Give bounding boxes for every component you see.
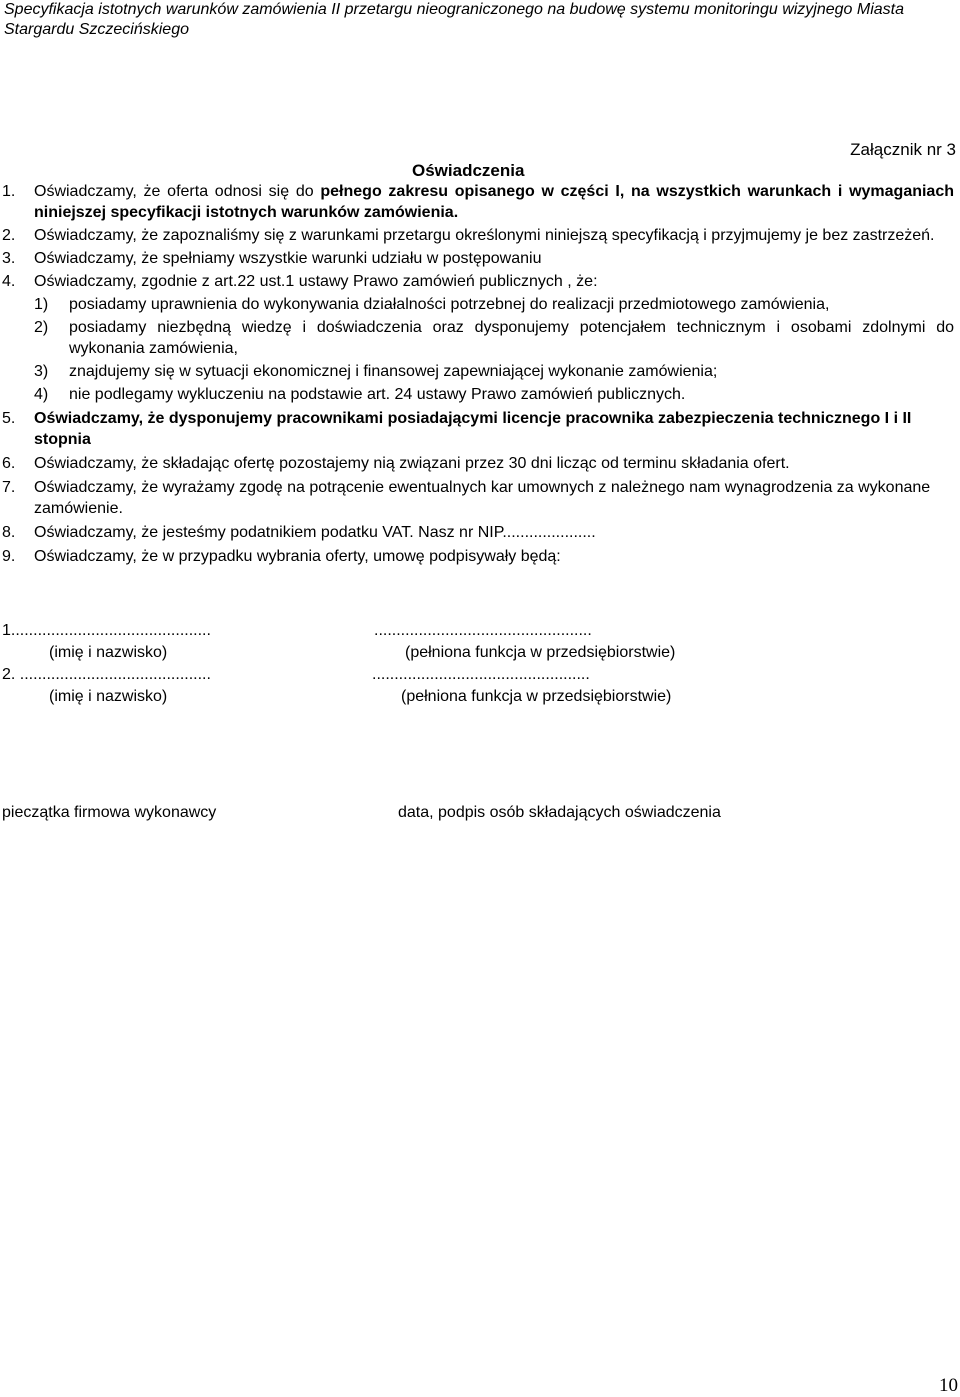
signature-label-2-name: (imię i nazwisko) [49, 688, 168, 705]
document-header: Specyfikacja istotnych warunków zamówienia II przetargu nieograniczonego na budowę systemu monitoringu wizyjnego Miasta Stargardu Szczecińskiego [4, 1, 905, 38]
item-text: Oświadczamy, że wyrażamy zgodę na potrącenie ewentualnych kar umownych z należnego nam wynagrodzenia za wykonane zamówienie. [34, 479, 931, 517]
declaration-item-2 [0, 225, 960, 246]
subitem-text: znajdujemy się w sytuacji ekonomicznej i finansowej zapewniającej wykonanie zamówienia; [69, 363, 718, 380]
declaration-subitem-2 [0, 317, 960, 359]
date-signature-label: data, podpis osób składających oświadczenia [398, 804, 721, 821]
subitem-text: posiadamy niezbędną wiedzę i doświadczenia oraz dysponujemy potencjałem technicznym i osobami zdolnymi do wykonania zamówienia, [69, 319, 954, 357]
subitem-number: 2) [34, 319, 49, 336]
item-text-bold: Oświadczamy, że dysponujemy pracownikami posiadającymi licencje pracownika zabezpieczenia technicznego I i II stopnia [34, 410, 912, 448]
signature-line-1-function: ................................................. [374, 622, 592, 639]
signature-label-1-function: (pełniona funkcja w przedsiębiorstwie) [405, 644, 676, 661]
declaration-item-6 [0, 453, 960, 474]
declaration-subitem-1 [0, 294, 960, 315]
document-title: Oświadczenia [412, 161, 525, 180]
item-number: 5. [2, 410, 16, 427]
item-text: Oświadczamy, że w przypadku wybrania oferty, umowę podpisywały będą: [34, 548, 561, 565]
subitem-text: nie podlegamy wykluczeniu na podstawie art. 24 ustawy Prawo zamówień publicznych. [69, 386, 686, 403]
item-text: Oświadczamy, że jesteśmy podatnikiem podatku VAT. Nasz nr NIP..................... [34, 524, 596, 541]
signature-line-2-function: ................................................. [372, 666, 590, 683]
declaration-item-1 [0, 181, 960, 223]
item-number: 1. [2, 183, 16, 200]
declaration-subitem-3 [0, 361, 960, 382]
item-number: 9. [2, 548, 16, 565]
item-number: 7. [2, 479, 16, 496]
item-text: Oświadczamy, że oferta odnosi się do [34, 183, 321, 200]
item-number: 3. [2, 250, 16, 267]
annex-label: Załącznik nr 3 [850, 140, 956, 159]
item-text: Oświadczamy, że składając ofertę pozostajemy nią związani przez 30 dni licząc od terminu składania ofert. [34, 455, 790, 472]
signature-line-1-name: 1............................................. [2, 622, 211, 639]
signature-line-2-name: 2. ........................................... [2, 666, 211, 683]
declaration-item-3 [0, 248, 960, 269]
item-number: 4. [2, 273, 16, 290]
item-text-bold: pełnego zakresu opisanego w części I, na wszystkich warunkach i wymaganiach niniejszej specyfikacji istotnych warunków zamówienia. [34, 183, 955, 221]
declaration-subitem-4 [0, 384, 960, 405]
company-stamp-label: pieczątka firmowa wykonawcy [2, 804, 217, 821]
declaration-item-9 [0, 546, 960, 567]
subitem-number: 4) [34, 386, 49, 403]
declaration-item-8 [0, 522, 960, 543]
page-number: 10 [939, 1375, 958, 1396]
item-text: Oświadczamy, zgodnie z art.22 ust.1 ustawy Prawo zamówień publicznych , że: [34, 273, 598, 290]
item-text: Oświadczamy, że spełniamy wszystkie warunki udziału w postępowaniu [34, 250, 542, 267]
item-text: Oświadczamy, że zapoznaliśmy się z warunkami przetargu określonymi niniejszą specyfikacją i przyjmujemy je bez zastrzeżeń. [34, 227, 935, 244]
subitem-number: 1) [34, 296, 49, 313]
signature-label-1-name: (imię i nazwisko) [49, 644, 168, 661]
item-number: 8. [2, 524, 16, 541]
declaration-item-7 [0, 477, 960, 519]
declarations-list [0, 181, 960, 567]
item-number: 2. [2, 227, 16, 244]
signature-label-2-function: (pełniona funkcja w przedsiębiorstwie) [401, 688, 672, 705]
declaration-item-4 [0, 271, 960, 292]
subitem-text: posiadamy uprawnienia do wykonywania działalności potrzebnej do realizacji przedmiotowego zamówienia, [69, 296, 830, 313]
declaration-item-5 [0, 408, 960, 450]
item-number: 6. [2, 455, 16, 472]
subitem-number: 3) [34, 363, 49, 380]
